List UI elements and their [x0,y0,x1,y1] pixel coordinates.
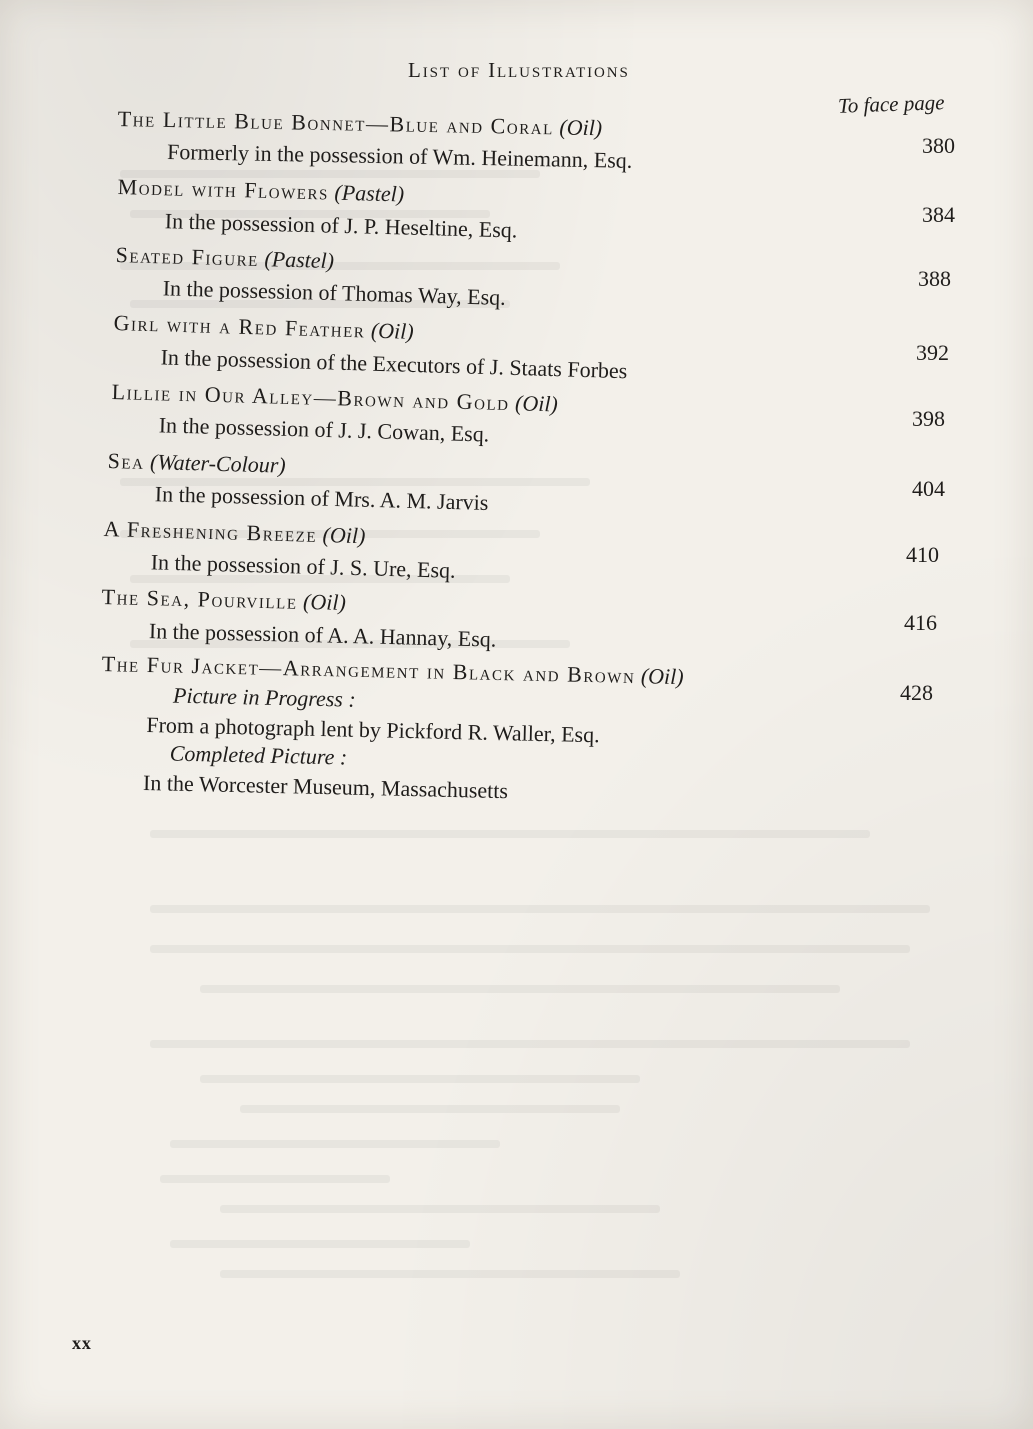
illustration-title: Model with Flowers [117,174,330,205]
illustration-owner: Formerly in the possession of Wm. Heinemann, Esq. [166,138,633,173]
picture-in-progress-label: Picture in Progress : [172,682,357,712]
illustration-entry [101,651,684,804]
face-page-number: 380 [922,133,955,158]
illustration-owner: In the possession of Thomas Way, Esq. [162,275,507,310]
illustration-title: Lillie in Our Alley—Brown and Gold [111,379,510,416]
illustration-owner: In the possession of the Executors of J. Staats Forbes [160,344,628,384]
completed-picture-location: In the Worcester Museum, Massachusetts [142,769,509,804]
illustration-entry [113,310,628,384]
illustration-medium: (Oil) [302,588,347,615]
illustration-title: Sea [107,448,145,474]
illustration-medium: (Water-Colour) [149,449,286,478]
illustration-owner: In the possession of J. P. Heseltine, Esq. [164,208,518,243]
page-title: List of Illustrations [408,58,630,82]
face-page-number: 392 [916,340,949,365]
illustration-entry [115,242,507,310]
illustration-medium: (Pastel) [334,179,405,207]
illustration-title: The Fur Jacket—Arrangement in Black and Brown [101,651,636,689]
illustration-title: Seated Figure [115,242,260,271]
completed-picture-label: Completed Picture : [169,740,348,770]
illustration-medium: (Pastel) [264,246,335,274]
to-face-page-heading: To face page [837,90,945,118]
face-page-number: 398 [912,406,945,431]
illustration-title: The Little Blue Bonnet—Blue and Coral [117,106,555,140]
illustration-title: A Freshening Breeze [103,516,318,547]
illustration-medium: (Oil) [370,317,415,344]
illustration-medium: (Oil) [322,522,366,549]
face-page-number: 428 [900,680,933,705]
illustration-title: The Sea, Pourville [101,584,298,614]
illustration-entry [107,448,489,515]
illustration-title: Girl with a Red Feather [113,310,366,343]
illustration-medium: (Oil) [559,114,603,141]
face-page-number: 388 [918,266,951,291]
illustration-entry [101,584,497,652]
illustration-owner: In the possession of J. S. Ure, Esq. [150,549,456,583]
illustration-entry [111,379,559,447]
illustration-entry [117,106,633,173]
page-folio: xx [72,1333,92,1353]
face-page-number: 416 [904,610,937,635]
illustration-medium: (Oil) [514,390,559,417]
face-page-number: 410 [906,542,939,567]
illustration-medium: (Oil) [640,663,684,690]
illustration-entry [103,516,456,583]
illustration-owner: In the possession of Mrs. A. M. Jarvis [154,481,489,515]
face-page-number: 404 [912,476,945,501]
picture-in-progress-source: From a photograph lent by Pickford R. Waller, Esq. [146,712,600,748]
illustration-owner: In the possession of A. A. Hannay, Esq. [148,618,497,652]
illustration-owner: In the possession of J. J. Cowan, Esq. [158,412,490,447]
illustration-entry [117,174,518,243]
face-page-number: 384 [922,202,955,227]
